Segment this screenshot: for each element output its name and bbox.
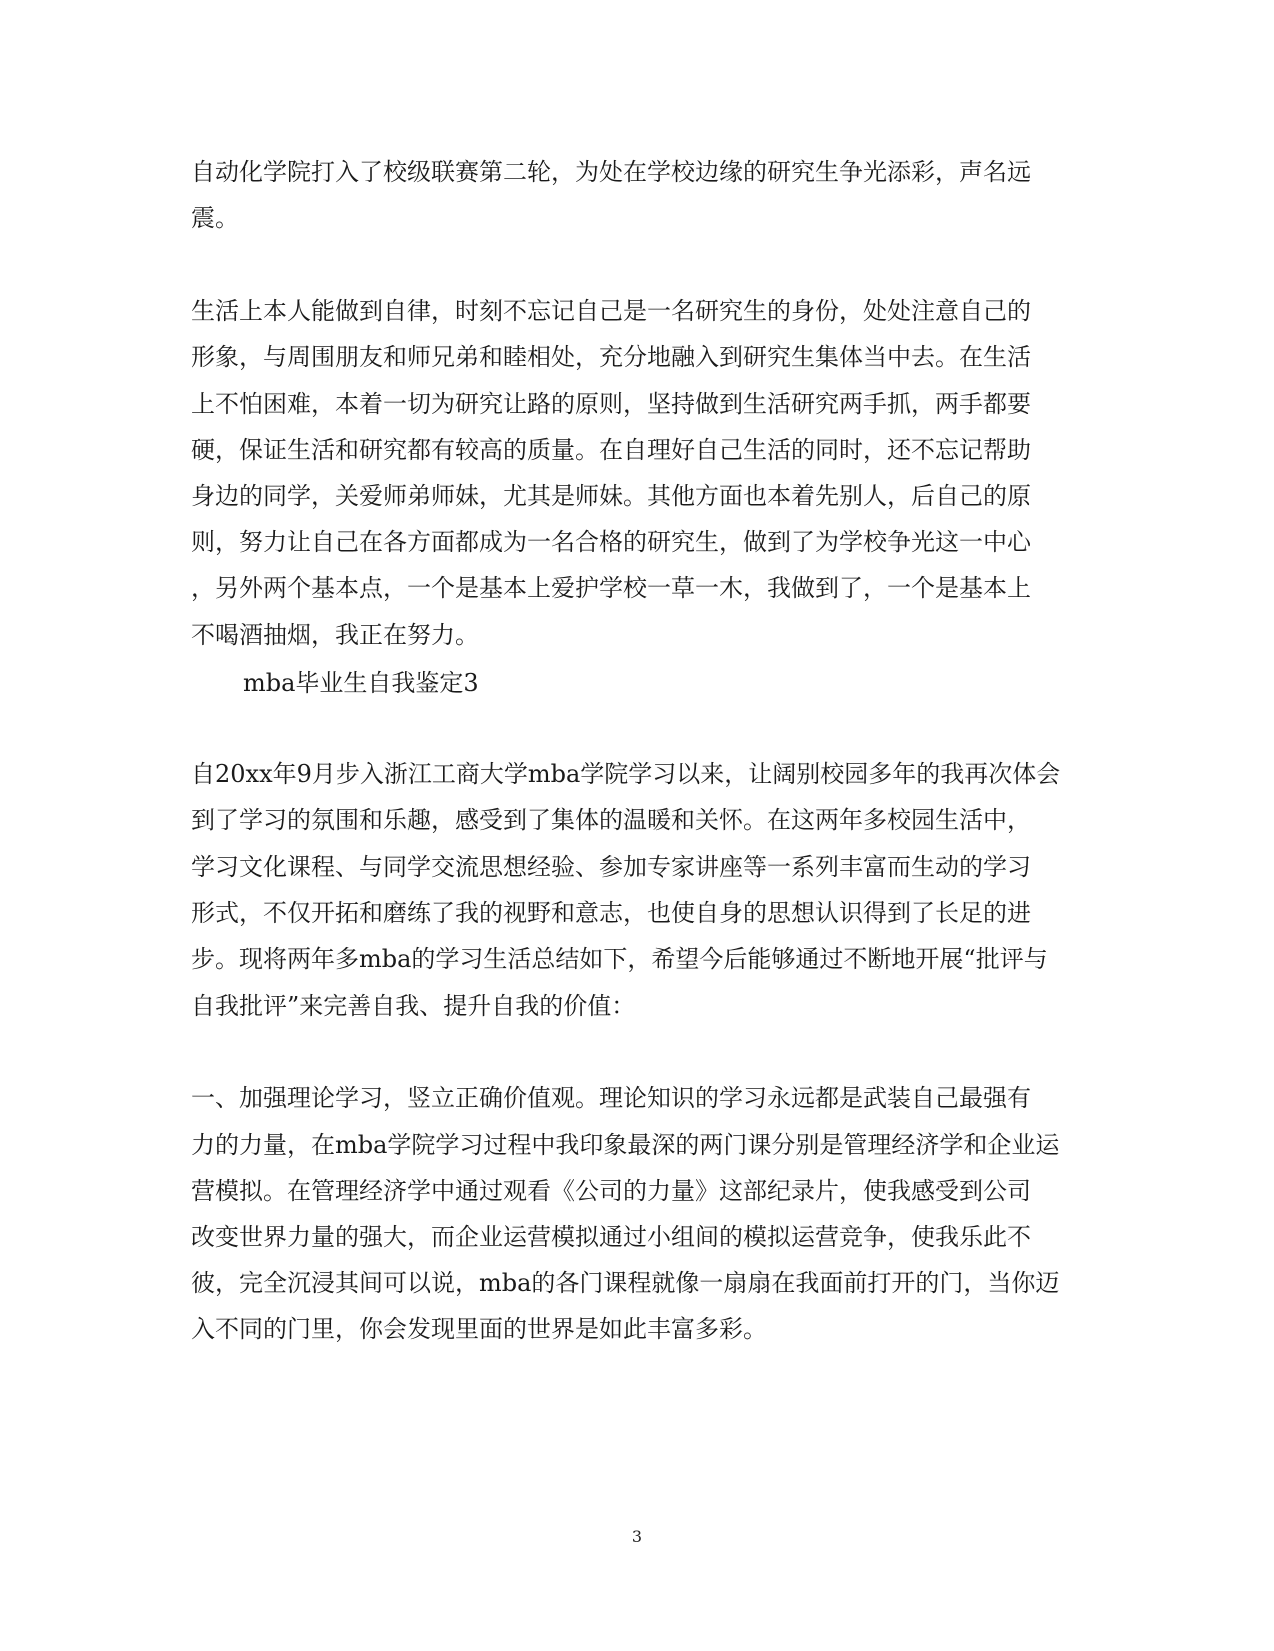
page-number: 3 <box>631 1527 643 1546</box>
section-heading: mba毕业生自我鉴定3 <box>243 669 479 697</box>
paragraph-2-line-8: 不喝酒抽烟，我正在努力。 <box>191 621 479 649</box>
paragraph-2-line-7: ，另外两个基本点，一个是基本上爱护学校一草一木，我做到了，一个是基本上 <box>191 574 1031 602</box>
paragraph-1-line-1: 自动化学院打入了校级联赛第二轮，为处在学校边缘的研究生争光添彩，声名远 <box>191 158 1031 186</box>
paragraph-3-line-4: 形式，不仅开拓和磨练了我的视野和意志，也使自身的思想认识得到了长足的进 <box>191 899 1031 927</box>
paragraph-2-line-5: 身边的同学，关爱师弟师妹，尤其是师妹。其他方面也本着先别人，后自己的原 <box>191 482 1031 510</box>
paragraph-3-line-6: 自我批评”来完善自我、提升自我的价值： <box>191 992 636 1020</box>
paragraph-4-line-1: 一、加强理论学习，竖立正确价值观。理论知识的学习永远都是武装自己最强有 <box>191 1084 1031 1112</box>
paragraph-3-line-2: 到了学习的氛围和乐趣，感受到了集体的温暖和关怀。在这两年多校园生活中， <box>191 806 1031 834</box>
paragraph-4-line-2: 力的力量，在mba学院学习过程中我印象最深的两门课分别是管理经济学和企业运 <box>191 1131 1060 1159</box>
paragraph-4-line-3: 营模拟。在管理经济学中通过观看《公司的力量》这部纪录片，使我感受到公司 <box>191 1177 1031 1205</box>
paragraph-4-line-4: 改变世界力量的强大，而企业运营模拟通过小组间的模拟运营竞争，使我乐此不 <box>191 1223 1031 1251</box>
paragraph-4-line-6: 入不同的门里，你会发现里面的世界是如此丰富多彩。 <box>191 1315 767 1343</box>
paragraph-2-line-2: 形象，与周围朋友和师兄弟和睦相处，充分地融入到研究生集体当中去。在生活 <box>191 343 1031 371</box>
paragraph-1-line-2: 震。 <box>191 204 239 232</box>
paragraph-3-line-1: 自20xx年9月步入浙江工商大学mba学院学习以来，让阔别校园多年的我再次体会 <box>191 760 1061 788</box>
paragraph-3-line-3: 学习文化课程、与同学交流思想经验、参加专家讲座等一系列丰富而生动的学习 <box>191 853 1031 881</box>
paragraph-2-line-6: 则，努力让自己在各方面都成为一名合格的研究生，做到了为学校争光这一中心 <box>191 528 1031 556</box>
paragraph-2-line-4: 硬，保证生活和研究都有较高的质量。在自理好自己生活的同时，还不忘记帮助 <box>191 436 1031 464</box>
paragraph-4-line-5: 彼，完全沉浸其间可以说，mba的各门课程就像一扇扇在我面前打开的门，当你迈 <box>191 1269 1060 1297</box>
paragraph-2-line-3: 上不怕困难，本着一切为研究让路的原则，坚持做到生活研究两手抓，两手都要 <box>191 390 1031 418</box>
paragraph-3-line-5: 步。现将两年多mba的学习生活总结如下，希望今后能够通过不断地开展“批评与 <box>191 945 1048 973</box>
paragraph-2-line-1: 生活上本人能做到自律，时刻不忘记自己是一名研究生的身份，处处注意自己的 <box>191 297 1031 325</box>
